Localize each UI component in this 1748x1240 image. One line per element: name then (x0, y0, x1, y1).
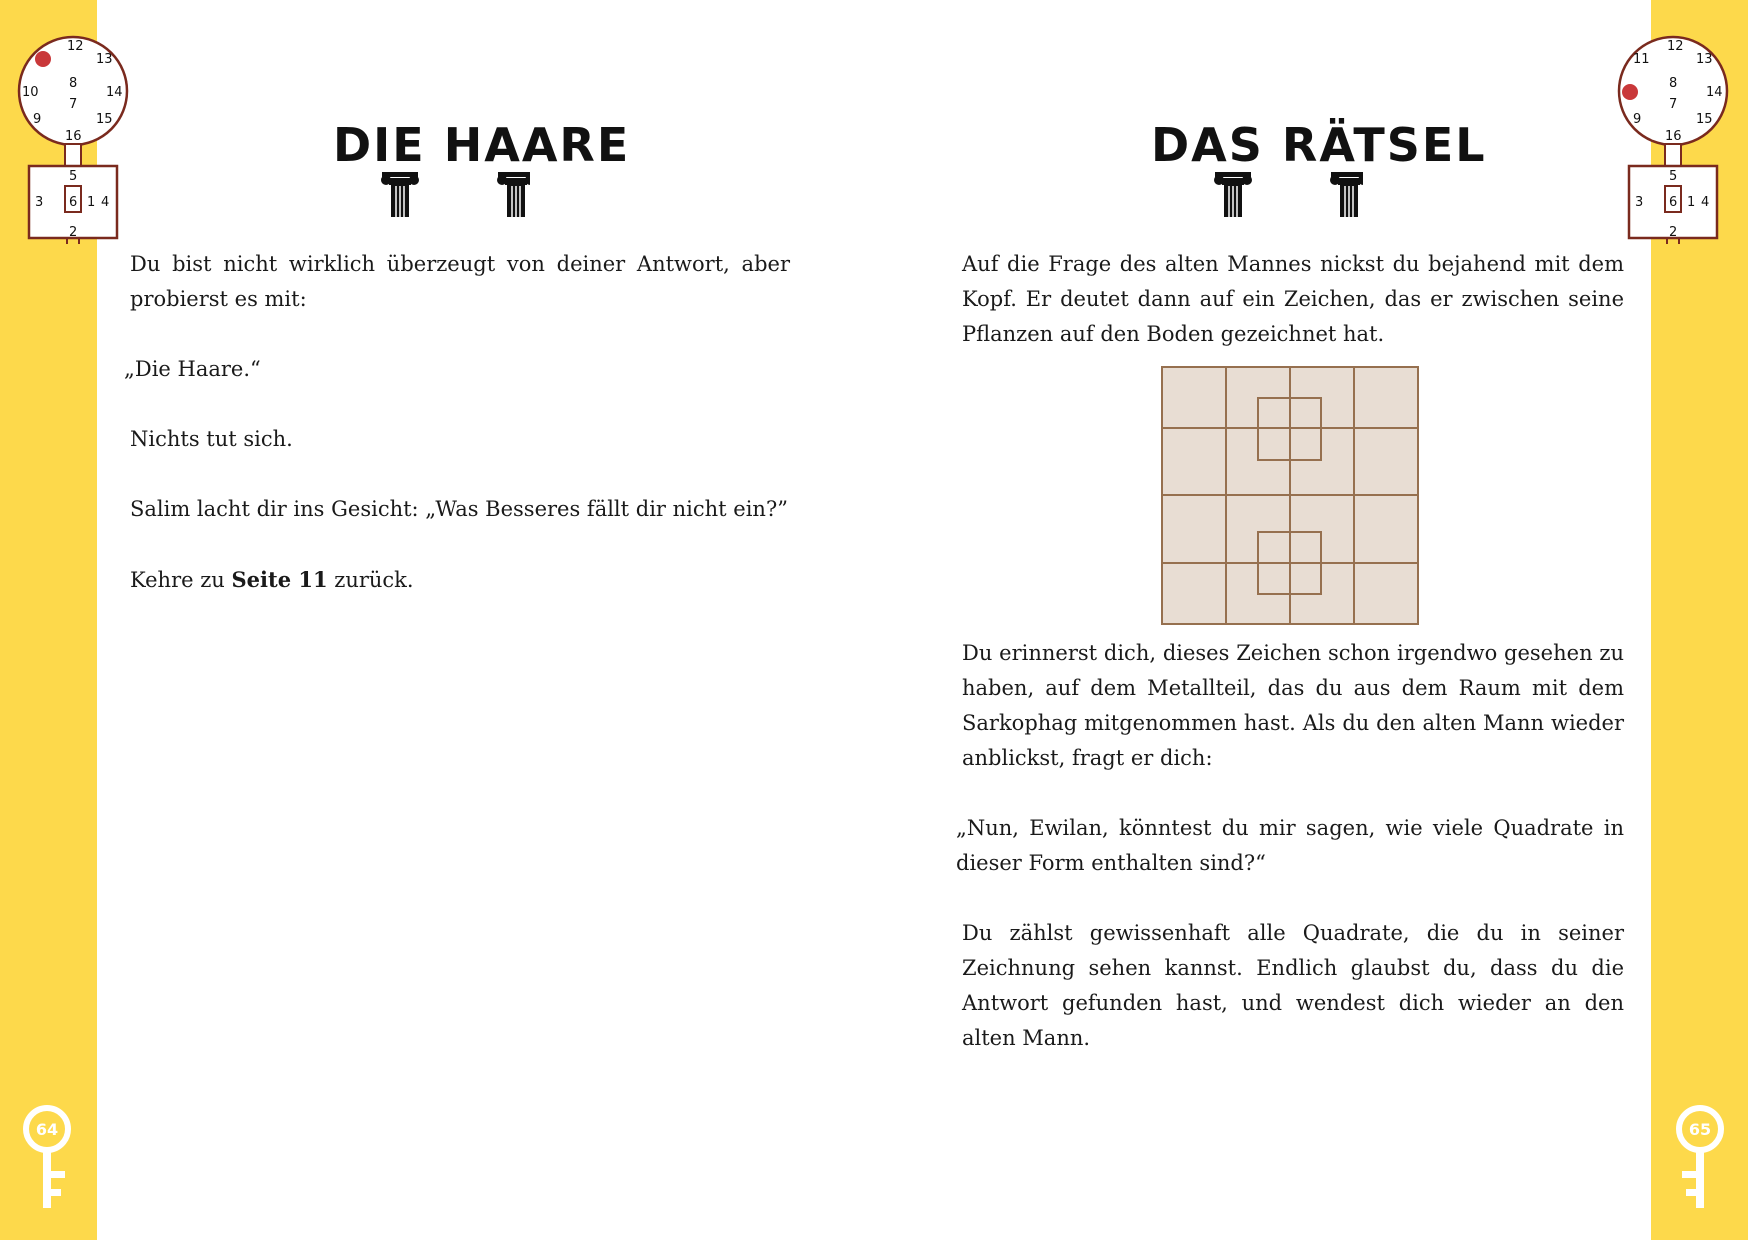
page-link[interactable]: Seite 11 (231, 567, 328, 592)
map-room-6: 6 (1669, 195, 1678, 210)
square-puzzle-figure (1161, 366, 1419, 625)
map-room-14: 14 (1706, 85, 1723, 100)
map-room-8: 8 (1669, 76, 1678, 91)
return-instruction (130, 562, 790, 598)
map-room-7: 7 (1669, 97, 1678, 112)
map-room-7: 7 (69, 97, 78, 112)
return-text: zurück. (327, 568, 414, 592)
map-room-3: 3 (1635, 195, 1644, 210)
map-room-1: 1 (1687, 195, 1696, 210)
map-room-15: 15 (96, 112, 113, 127)
column-icon (381, 172, 419, 217)
map-room-16: 16 (65, 129, 82, 144)
key-icon (17, 1103, 77, 1208)
current-position-marker (1622, 84, 1638, 100)
map-room-10: 10 (22, 85, 39, 100)
page-number-key-left (17, 1103, 77, 1208)
paragraph: Du bist nicht wirklich überzeugt von deiner Antwort, aber probierst es mit: (130, 252, 790, 311)
paragraph: Du erinnerst dich, dieses Zeichen schon irgendwo gesehen zu haben, auf dem Metallteil, das du aus dem Raum mit dem Sarkophag mitgenommen hast. Als du den alten Mann wieder anblickst, fragt er dich: (962, 641, 1624, 770)
quote-paragraph: „Die Haare.“ (124, 357, 261, 381)
quote-paragraph: „Nun, Ewilan, könntest du mir sagen, wie viele Quadrate in dieser Form enthalten sind?“ (956, 816, 1624, 875)
room-map-right (1617, 34, 1733, 244)
map-room-12: 12 (67, 39, 84, 54)
map-room-3: 3 (35, 195, 44, 210)
map-room-2: 2 (1669, 225, 1678, 240)
map-room-6: 6 (69, 195, 78, 210)
map-room-9: 9 (33, 112, 42, 127)
map-room-1: 1 (87, 195, 96, 210)
column-icon (497, 172, 530, 217)
map-room-15: 15 (1696, 112, 1713, 127)
column-ornament (380, 170, 530, 218)
current-position-marker (35, 51, 51, 67)
key-icon (1670, 1103, 1730, 1208)
map-room-4: 4 (1701, 195, 1710, 210)
map-room-13: 13 (1696, 52, 1713, 67)
map-room-16: 16 (1665, 129, 1682, 144)
left-page-body (124, 247, 790, 633)
paragraph: Auf die Frage des alten Mannes nickst du bejahend mit dem Kopf. Er deutet dann auf ein Zeichen, das er zwischen seine Pflanzen auf den Boden gezeichnet hat. (962, 252, 1624, 346)
paragraph: Nichts tut sich. (130, 427, 293, 451)
page-number-key-right (1670, 1103, 1730, 1208)
paragraph: Du zählst gewissenhaft alle Quadrate, die du in seiner Zeichnung sehen kannst. Endlich glaubst du, dass du die Antwort gefunden hast, und wendest dich wieder an den alten Mann. (962, 921, 1624, 1050)
map-room-11: 11 (1633, 52, 1650, 67)
right-page-body (956, 636, 1624, 1091)
page-title: DIE HAARE (333, 118, 631, 172)
room-map-left (17, 34, 133, 244)
return-text: Kehre zu (130, 568, 232, 592)
map-room-9: 9 (1633, 112, 1642, 127)
page-number: 64 (35, 1120, 59, 1139)
map-room-4: 4 (101, 195, 110, 210)
map-room-8: 8 (69, 76, 78, 91)
map-room-2: 2 (69, 225, 78, 240)
column-ornament (1213, 170, 1363, 218)
column-icon (1330, 172, 1363, 217)
map-room-12: 12 (1667, 39, 1684, 54)
map-room-13: 13 (96, 52, 113, 67)
map-room-5: 5 (69, 169, 78, 184)
map-room-5: 5 (1669, 169, 1678, 184)
paragraph: Salim lacht dir ins Gesicht: „Was Besseres fällt dir nicht ein?” (130, 497, 788, 521)
column-icon (1214, 172, 1252, 217)
page-title: DAS RÄTSEL (1151, 118, 1487, 172)
page-number: 65 (1688, 1120, 1712, 1139)
map-room-14: 14 (106, 85, 123, 100)
